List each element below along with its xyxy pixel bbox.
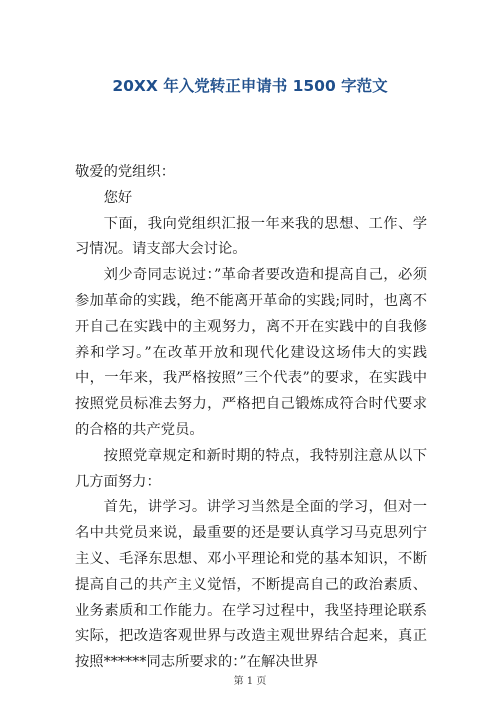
page-number: 第 1 页 — [233, 676, 267, 687]
document-body — [75, 160, 427, 676]
salutation: 敬爱的党组织： — [75, 164, 176, 180]
paragraph: 下面，我向党组织汇报一年来我的思想、工作、学习情况。请支部大会讨论。 — [75, 215, 427, 258]
paragraph: 按照党章规定和新时期的特点，我特别注意从以下几方面努力： — [75, 447, 427, 490]
paragraph: 您好 — [103, 189, 133, 206]
paragraph: 首先，讲学习。讲学习当然是全面的学习，但对一名中共党员来说，最重要的还是要认真学习马克思列宁主义、毛泽东思想、邓小平理论和党的基本知识，不断提高自己的共产主义觉悟，不断提高自己的政治素质、业务素质和工作能力。在学习过程中，我坚持理论联系实际，把改造客观世界与改造主观世界结合起来，真正按照******同志所要求的：”在解决世界 — [75, 499, 427, 671]
document-title: 20XX 年入党转正申请书 1500 字范文 — [112, 77, 388, 95]
paragraph: 刘少奇同志说过：”革命者要改造和提高自己，必须参加革命的实践，绝不能离开革命的实践;同时，也离不开自己在实践中的主观努力，离不开在实践中的自我修养和学习。”在改革开放和现代化建设这场伟大的实践中，一年来，我严格按照”三个代表”的要求，在实践中按照党员标准去努力，严格把自己锻炼成符合时代要求的合格的共产党员。 — [75, 267, 427, 438]
